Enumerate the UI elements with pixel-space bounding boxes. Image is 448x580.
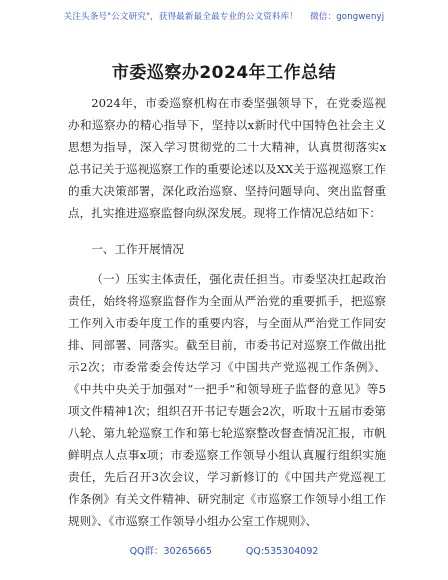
header-banner xyxy=(0,10,448,22)
document-body xyxy=(68,92,386,532)
footer-contact xyxy=(0,543,448,557)
document-title: 市委巡察办2024年工作总结 xyxy=(111,63,337,83)
header-notice: 关注头条号"公文研究"，获得最新最全最专业的公文资料库！ xyxy=(63,12,299,22)
header-wechat: 微信：gongwenyj xyxy=(310,12,385,22)
intro-paragraph: 2024年，市委巡察机构在市委坚强领导下，在党委巡视办和巡察办的精心指导下，坚持以x新时代中国特色社会主义思想为指导，深入学习贯彻党的二十大精神，认真贯彻落实x总书记关于巡视巡察工作的重要论述以及XX关于巡视巡察工作的重大决策部署，深化政治巡察、坚持问题导向、突出监督重点，扎实推进巡察监督向纵深发展。现将工作情况总结如下： xyxy=(68,96,386,220)
section-heading: 一、工作开展情况 xyxy=(91,242,184,256)
footer-qq: QQ:535304092 xyxy=(245,546,319,557)
section-paragraph: （一）压实主体责任，强化责任担当。市委坚决扛起政治责任，始终将巡察监督作为全面从严治党的重要抓手，把巡察工作列入市委年度工作的重要内容，与全面从严治党工作同安排、同部署、同落实。截至目前，市委书记对巡察工作做出批示2次；市委常委会传达学习《中国共产党巡视工作条例》、《中共中央关于加强对“一把手”和领导班子监督的意见》等5项文件精神1次；组织召开书记专题会2次，听取十五届市委第八轮、第九轮巡察工作和第七轮巡察整改督查情况汇报，市帆鲜明点人点事x项；市委巡察工作领导小组认真履行组织实施责任，先后召开3次会议，学习新修订的《中国共产党巡视工作条例》有关文件精神、研究制定《市巡察工作领导小组工作规则》、《市巡察工作领导小组办公室工作规则》、 xyxy=(68,272,386,528)
footer-qq-group: QQ群：30265665 xyxy=(129,546,212,557)
